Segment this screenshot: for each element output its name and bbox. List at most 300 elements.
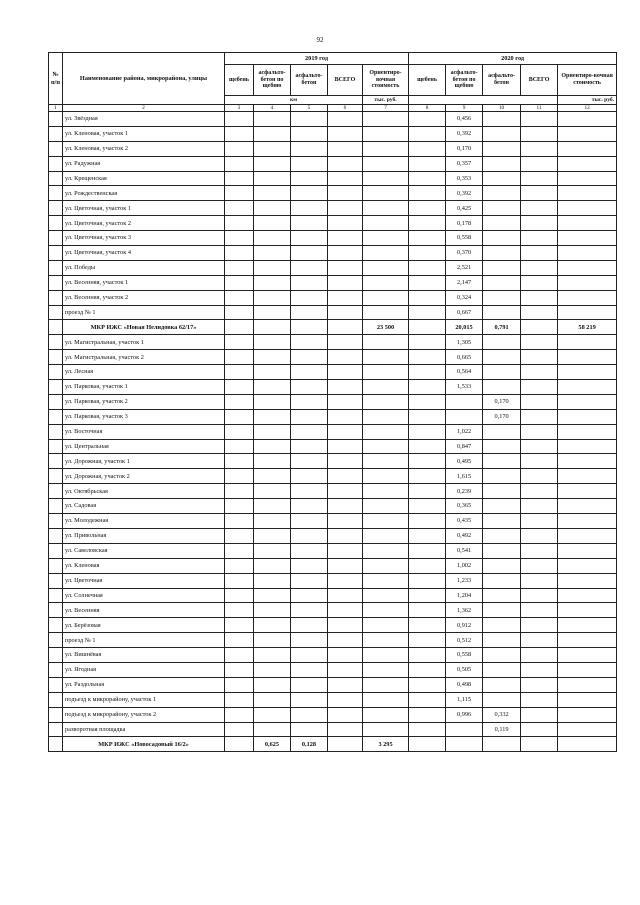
value-cell-c11	[521, 469, 558, 484]
value-cell-c5	[291, 365, 328, 380]
value-cell-c9: 2,147	[446, 275, 483, 290]
header-street-name: Наименование района, микрорайона, улицы	[63, 53, 225, 105]
table-row	[49, 350, 617, 365]
value-cell-c5	[291, 633, 328, 648]
value-cell-no	[49, 499, 63, 514]
value-cell-c8	[409, 677, 446, 692]
value-cell-c3	[225, 543, 254, 558]
value-cell-c3	[225, 618, 254, 633]
value-cell-c3	[225, 662, 254, 677]
value-cell-c7	[363, 246, 409, 261]
value-cell-c12	[558, 543, 617, 558]
value-cell-c7	[363, 633, 409, 648]
value-cell-c8	[409, 275, 446, 290]
value-cell-c8	[409, 365, 446, 380]
value-cell-c5	[291, 320, 328, 335]
value-cell-c8	[409, 424, 446, 439]
value-cell-c8	[409, 439, 446, 454]
value-cell-c12	[558, 201, 617, 216]
value-cell-c4	[254, 335, 291, 350]
value-cell-c7	[363, 394, 409, 409]
value-cell-no	[49, 648, 63, 663]
value-cell-c7	[363, 603, 409, 618]
value-cell-c9: 1,002	[446, 558, 483, 573]
value-cell-c6	[328, 499, 363, 514]
table-row	[49, 439, 617, 454]
value-cell-c3	[225, 424, 254, 439]
value-cell-c12	[558, 618, 617, 633]
value-cell-c11	[521, 275, 558, 290]
value-cell-c6	[328, 380, 363, 395]
value-cell-c9: 0,392	[446, 126, 483, 141]
value-cell-c7	[363, 380, 409, 395]
value-cell-c4	[254, 677, 291, 692]
value-cell-c6	[328, 141, 363, 156]
value-cell-no	[49, 365, 63, 380]
value-cell-c5	[291, 618, 328, 633]
value-cell-c5	[291, 201, 328, 216]
value-cell-c10	[483, 260, 521, 275]
table-row	[49, 588, 617, 603]
value-cell-c4	[254, 126, 291, 141]
value-cell-c7	[363, 231, 409, 246]
value-cell-c9: 0,495	[446, 454, 483, 469]
value-cell-c10: 0,119	[483, 722, 521, 737]
value-cell-c4	[254, 156, 291, 171]
value-cell-c11	[521, 707, 558, 722]
value-cell-c5	[291, 350, 328, 365]
street-name-cell: проезд № 1	[63, 633, 225, 648]
value-cell-c6	[328, 394, 363, 409]
value-cell-c8	[409, 380, 446, 395]
value-cell-c5	[291, 439, 328, 454]
value-cell-c4	[254, 633, 291, 648]
value-cell-c10	[483, 275, 521, 290]
value-cell-c9: 0,847	[446, 439, 483, 454]
value-cell-c7: 3 295	[363, 737, 409, 752]
value-cell-c12	[558, 171, 617, 186]
value-cell-c3	[225, 737, 254, 752]
value-cell-no	[49, 350, 63, 365]
street-name-cell: подъезд к микрорайону, участок 1	[63, 692, 225, 707]
street-name-cell: ул. Цветочная, участок 1	[63, 201, 225, 216]
street-name-cell: подъезд к микрорайону, участок 2	[63, 707, 225, 722]
value-cell-c10: 0,791	[483, 320, 521, 335]
value-cell-c10	[483, 424, 521, 439]
value-cell-no	[49, 275, 63, 290]
value-cell-c3	[225, 320, 254, 335]
value-cell-c4	[254, 543, 291, 558]
value-cell-c5	[291, 558, 328, 573]
value-cell-c11	[521, 409, 558, 424]
street-name-cell: ул. Савеловская	[63, 543, 225, 558]
table-row	[49, 380, 617, 395]
value-cell-c8	[409, 186, 446, 201]
value-cell-c12	[558, 141, 617, 156]
table-row	[49, 722, 617, 737]
value-cell-c7	[363, 171, 409, 186]
value-cell-no	[49, 454, 63, 469]
value-cell-c7	[363, 424, 409, 439]
value-cell-c7	[363, 543, 409, 558]
value-cell-c3	[225, 171, 254, 186]
value-cell-c11	[521, 677, 558, 692]
header-2020-asphalt-on-gravel: асфальто-бетон по щебню	[446, 65, 483, 96]
table-row	[49, 365, 617, 380]
column-number: 6	[328, 105, 363, 112]
street-name-cell: ул. Парковая, участок 1	[63, 380, 225, 395]
table-row	[49, 424, 617, 439]
column-number: 2	[63, 105, 225, 112]
value-cell-c10	[483, 171, 521, 186]
value-cell-c11	[521, 648, 558, 663]
value-cell-c6	[328, 156, 363, 171]
value-cell-c10	[483, 633, 521, 648]
value-cell-no	[49, 722, 63, 737]
road-works-table	[48, 52, 617, 752]
value-cell-c7	[363, 305, 409, 320]
value-cell-c11	[521, 365, 558, 380]
value-cell-c3	[225, 335, 254, 350]
value-cell-c11	[521, 305, 558, 320]
street-name-cell: разворотная площадка	[63, 722, 225, 737]
value-cell-c12	[558, 186, 617, 201]
value-cell-c4	[254, 231, 291, 246]
value-cell-c12	[558, 692, 617, 707]
value-cell-c7	[363, 141, 409, 156]
value-cell-c12	[558, 633, 617, 648]
table-row	[49, 126, 617, 141]
value-cell-c9	[446, 394, 483, 409]
value-cell-c5	[291, 588, 328, 603]
value-cell-no	[49, 439, 63, 454]
value-cell-c11	[521, 573, 558, 588]
value-cell-c3	[225, 260, 254, 275]
value-cell-c4	[254, 648, 291, 663]
value-cell-c8	[409, 737, 446, 752]
value-cell-c5	[291, 335, 328, 350]
value-cell-c5	[291, 290, 328, 305]
value-cell-c10	[483, 439, 521, 454]
value-cell-c8	[409, 707, 446, 722]
value-cell-c10	[483, 692, 521, 707]
value-cell-c6	[328, 558, 363, 573]
table-row	[49, 275, 617, 290]
street-name-cell: ул. Цветочная	[63, 573, 225, 588]
table-row	[49, 633, 617, 648]
value-cell-c7	[363, 275, 409, 290]
value-cell-c10	[483, 484, 521, 499]
value-cell-c4	[254, 320, 291, 335]
value-cell-c6	[328, 528, 363, 543]
value-cell-c8	[409, 171, 446, 186]
street-name-cell: ул. Цветочная, участок 4	[63, 246, 225, 261]
value-cell-c11	[521, 424, 558, 439]
value-cell-c10	[483, 528, 521, 543]
value-cell-c11	[521, 246, 558, 261]
street-name-cell: ул. Молодежная	[63, 514, 225, 529]
value-cell-c5	[291, 528, 328, 543]
value-cell-c3	[225, 394, 254, 409]
street-name-cell: ул. Победы	[63, 260, 225, 275]
table-row	[49, 394, 617, 409]
value-cell-no	[49, 409, 63, 424]
value-cell-c11	[521, 618, 558, 633]
value-cell-c7	[363, 156, 409, 171]
header-2020-total: ВСЕГО	[521, 65, 558, 96]
value-cell-c6	[328, 112, 363, 127]
value-cell-c4	[254, 692, 291, 707]
value-cell-no	[49, 126, 63, 141]
value-cell-c6	[328, 454, 363, 469]
value-cell-c3	[225, 558, 254, 573]
value-cell-c5	[291, 722, 328, 737]
value-cell-c11	[521, 439, 558, 454]
header-2020-gravel: щебень	[409, 65, 446, 96]
value-cell-c9: 0,178	[446, 216, 483, 231]
value-cell-c10	[483, 514, 521, 529]
value-cell-c6	[328, 722, 363, 737]
value-cell-c4	[254, 171, 291, 186]
value-cell-c9: 0,665	[446, 350, 483, 365]
value-cell-c4	[254, 409, 291, 424]
value-cell-c12	[558, 737, 617, 752]
table-row	[49, 499, 617, 514]
value-cell-c4	[254, 558, 291, 573]
value-cell-c5	[291, 707, 328, 722]
value-cell-c5	[291, 648, 328, 663]
value-cell-c11	[521, 320, 558, 335]
value-cell-c8	[409, 290, 446, 305]
value-cell-c4	[254, 186, 291, 201]
table-row	[49, 305, 617, 320]
value-cell-c8	[409, 201, 446, 216]
value-cell-c4	[254, 454, 291, 469]
value-cell-c3	[225, 201, 254, 216]
value-cell-c10	[483, 588, 521, 603]
value-cell-c9: 0,667	[446, 305, 483, 320]
value-cell-c12	[558, 528, 617, 543]
value-cell-c9: 0,353	[446, 171, 483, 186]
value-cell-c3	[225, 156, 254, 171]
value-cell-c9: 0,558	[446, 648, 483, 663]
value-cell-c12	[558, 156, 617, 171]
value-cell-c10: 0,170	[483, 409, 521, 424]
table-row	[49, 603, 617, 618]
value-cell-c5	[291, 424, 328, 439]
table-row	[49, 186, 617, 201]
value-cell-c4	[254, 528, 291, 543]
street-name-cell: ул. Октябрьская	[63, 484, 225, 499]
value-cell-no	[49, 305, 63, 320]
value-cell-no	[49, 171, 63, 186]
value-cell-c8	[409, 499, 446, 514]
value-cell-c5	[291, 692, 328, 707]
value-cell-c8	[409, 588, 446, 603]
value-cell-c3	[225, 350, 254, 365]
value-cell-c6	[328, 648, 363, 663]
value-cell-c6	[328, 126, 363, 141]
value-cell-c12	[558, 305, 617, 320]
value-cell-c11	[521, 633, 558, 648]
value-cell-c10	[483, 365, 521, 380]
value-cell-c7	[363, 454, 409, 469]
value-cell-c11	[521, 171, 558, 186]
value-cell-c7	[363, 662, 409, 677]
street-name-cell: ул. Рождественская	[63, 186, 225, 201]
value-cell-c5	[291, 260, 328, 275]
table-row	[49, 246, 617, 261]
table-row	[49, 290, 617, 305]
value-cell-c8	[409, 350, 446, 365]
value-cell-c12	[558, 514, 617, 529]
table-row	[49, 558, 617, 573]
value-cell-c7	[363, 112, 409, 127]
street-name-cell: ул. Звёздная	[63, 112, 225, 127]
district-name-cell: МКР ИЖС «Новосадовый 16/2»	[63, 737, 225, 752]
value-cell-c10	[483, 648, 521, 663]
value-cell-c5: 0,128	[291, 737, 328, 752]
street-name-cell: ул. Весенняя, участок 1	[63, 275, 225, 290]
value-cell-c11	[521, 156, 558, 171]
table-row	[49, 260, 617, 275]
value-cell-c12	[558, 424, 617, 439]
street-name-cell: ул. Садовая	[63, 499, 225, 514]
value-cell-c3	[225, 588, 254, 603]
street-name-cell: ул. Привольная	[63, 528, 225, 543]
value-cell-c8	[409, 633, 446, 648]
district-name-cell: МКР ИЖС «Новая Нелидовка 62/17»	[63, 320, 225, 335]
value-cell-c3	[225, 469, 254, 484]
value-cell-c3	[225, 677, 254, 692]
value-cell-c8	[409, 692, 446, 707]
value-cell-c7	[363, 499, 409, 514]
value-cell-c9: 1,533	[446, 380, 483, 395]
value-cell-c9: 0,456	[446, 112, 483, 127]
value-cell-c9: 0,357	[446, 156, 483, 171]
value-cell-c9: 0,324	[446, 290, 483, 305]
value-cell-c7	[363, 484, 409, 499]
street-name-cell: ул. Парковая, участок 2	[63, 394, 225, 409]
value-cell-c6	[328, 633, 363, 648]
value-cell-c4	[254, 380, 291, 395]
value-cell-c4	[254, 588, 291, 603]
header-2019-gravel: щебень	[225, 65, 254, 96]
value-cell-c9: 1,233	[446, 573, 483, 588]
table-row	[49, 543, 617, 558]
value-cell-c10	[483, 290, 521, 305]
table-row	[49, 514, 617, 529]
value-cell-c12	[558, 677, 617, 692]
value-cell-c10	[483, 454, 521, 469]
value-cell-c6	[328, 484, 363, 499]
value-cell-c6	[328, 275, 363, 290]
value-cell-no	[49, 737, 63, 752]
value-cell-c8	[409, 394, 446, 409]
value-cell-c12	[558, 469, 617, 484]
value-cell-c4	[254, 603, 291, 618]
value-cell-c5	[291, 126, 328, 141]
street-name-cell: ул. Ягодная	[63, 662, 225, 677]
value-cell-no	[49, 707, 63, 722]
value-cell-c7	[363, 216, 409, 231]
header-2020-cost: Ориентиро-вочная стоимость	[558, 65, 617, 96]
value-cell-c12	[558, 499, 617, 514]
table-row	[49, 454, 617, 469]
value-cell-c4: 0,625	[254, 737, 291, 752]
value-cell-no	[49, 692, 63, 707]
value-cell-c5	[291, 454, 328, 469]
value-cell-c10	[483, 112, 521, 127]
value-cell-c6	[328, 201, 363, 216]
value-cell-c9: 0,541	[446, 543, 483, 558]
value-cell-c11	[521, 112, 558, 127]
value-cell-c4	[254, 514, 291, 529]
value-cell-c8	[409, 141, 446, 156]
value-cell-c5	[291, 141, 328, 156]
street-name-cell: ул. Цветочная, участок 3	[63, 231, 225, 246]
value-cell-c3	[225, 633, 254, 648]
value-cell-c6	[328, 424, 363, 439]
value-cell-c10	[483, 558, 521, 573]
value-cell-c6	[328, 409, 363, 424]
table-row	[49, 618, 617, 633]
value-cell-no	[49, 603, 63, 618]
table-row	[49, 648, 617, 663]
value-cell-c8	[409, 454, 446, 469]
value-cell-c3	[225, 290, 254, 305]
value-cell-c10	[483, 618, 521, 633]
value-cell-c12	[558, 246, 617, 261]
street-name-cell: ул. Раздольная	[63, 677, 225, 692]
value-cell-c7	[363, 677, 409, 692]
value-cell-no	[49, 573, 63, 588]
value-cell-no	[49, 558, 63, 573]
value-cell-c3	[225, 141, 254, 156]
value-cell-c11	[521, 350, 558, 365]
value-cell-c7	[363, 588, 409, 603]
value-cell-c6	[328, 320, 363, 335]
value-cell-c4	[254, 216, 291, 231]
value-cell-c5	[291, 603, 328, 618]
value-cell-c7	[363, 409, 409, 424]
value-cell-c6	[328, 439, 363, 454]
value-cell-c6	[328, 514, 363, 529]
value-cell-c10	[483, 216, 521, 231]
value-cell-c7	[363, 350, 409, 365]
value-cell-c11	[521, 528, 558, 543]
table-row	[49, 677, 617, 692]
value-cell-c9: 0,425	[446, 201, 483, 216]
value-cell-c8	[409, 216, 446, 231]
value-cell-c7	[363, 514, 409, 529]
value-cell-c12	[558, 394, 617, 409]
street-name-cell: ул. Парковая, участок 3	[63, 409, 225, 424]
value-cell-c4	[254, 424, 291, 439]
value-cell-c4	[254, 662, 291, 677]
value-cell-c4	[254, 573, 291, 588]
value-cell-c6	[328, 603, 363, 618]
column-number: 11	[521, 105, 558, 112]
column-number: 4	[254, 105, 291, 112]
value-cell-c4	[254, 469, 291, 484]
value-cell-c5	[291, 231, 328, 246]
header-row-number: № п/п	[49, 53, 63, 105]
value-cell-c5	[291, 677, 328, 692]
value-cell-c6	[328, 260, 363, 275]
street-name-cell: ул. Дорожная, участок 2	[63, 469, 225, 484]
value-cell-no	[49, 260, 63, 275]
